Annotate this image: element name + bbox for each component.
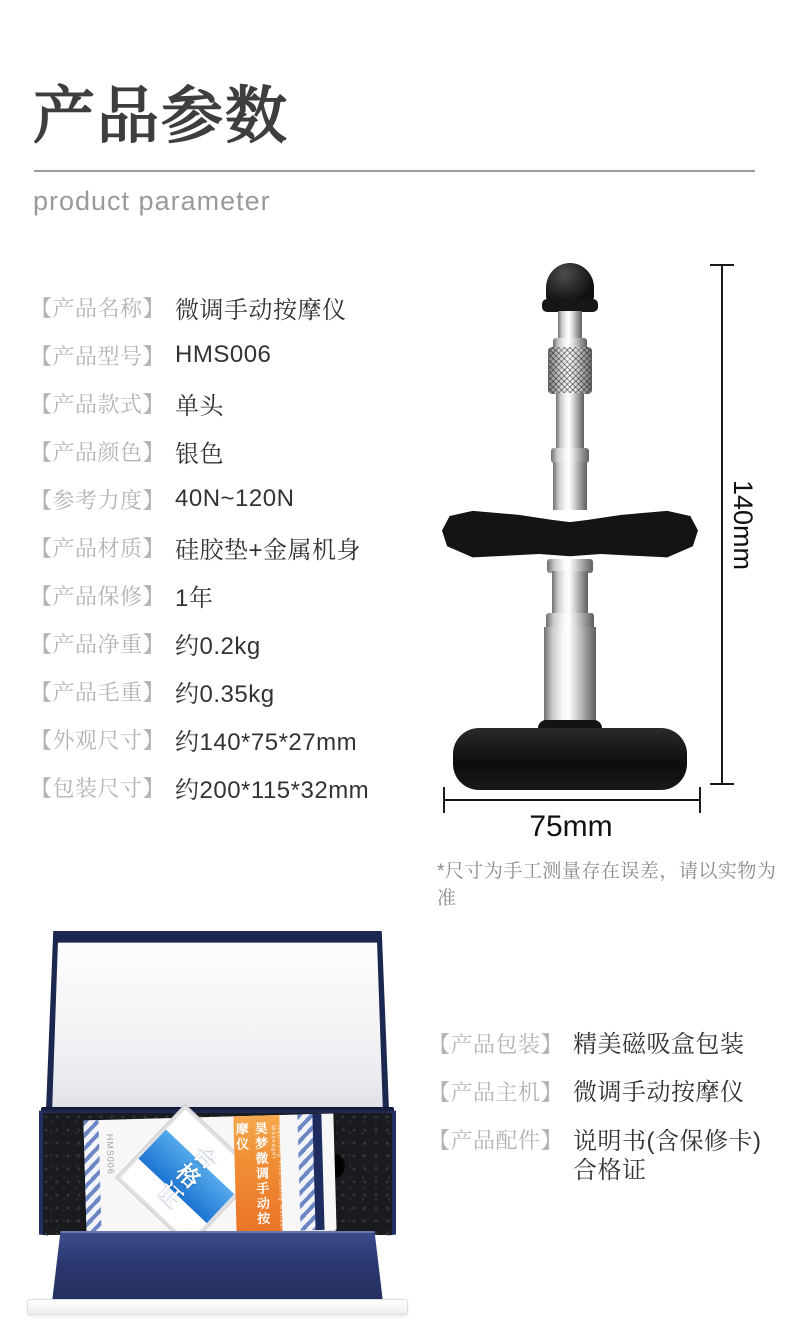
box-lid-inner	[37, 941, 398, 1109]
spec-label: 【参考力度】	[30, 487, 166, 513]
product-photo	[440, 258, 770, 848]
spec-value: 微调手动按摩仪	[175, 296, 347, 324]
height-dimension-line	[721, 265, 723, 785]
spec-row-color	[30, 427, 369, 475]
pkg-row-packaging	[428, 1021, 762, 1069]
massager-barrel-mid	[552, 571, 588, 617]
booklet-subtitle-text: Haomeng Fine-tuning Manual Massager	[269, 1124, 285, 1231]
spec-value: 精美磁吸盒包装	[573, 1031, 745, 1058]
spec-label: 【产品主机】	[428, 1080, 564, 1105]
massager-shaft-upper	[556, 393, 584, 451]
massager-handle-bar	[442, 507, 698, 563]
spec-label: 【产品包装】	[428, 1032, 564, 1057]
massager-knurled-knob	[548, 347, 592, 394]
spec-label: 【产品型号】	[30, 343, 166, 369]
title-divider	[34, 170, 755, 172]
spec-value: 硅胶垫+金属机身	[175, 536, 362, 564]
width-dimension-line	[443, 799, 701, 801]
massager-collar	[551, 448, 589, 463]
spec-row-product-size	[30, 715, 369, 763]
booklet-stripe-band-left	[83, 1120, 101, 1236]
spec-label: 【产品配件】	[428, 1128, 564, 1153]
spec-label: 【产品净重】	[30, 631, 166, 657]
spec-row-gross-weight	[30, 667, 369, 715]
manual-booklet	[83, 1114, 336, 1237]
measurement-disclaimer: *尺寸为手工测量存在误差，请以实物为准	[437, 861, 777, 909]
spec-label: 【产品名称】	[30, 295, 166, 321]
spec-value: 约140*75*27mm	[175, 728, 358, 756]
spec-row-package-size	[30, 763, 369, 811]
spec-label: 【产品保修】	[30, 583, 166, 609]
massager-barrel-upper	[553, 462, 587, 510]
page-title: 产品参数	[33, 82, 290, 151]
booklet-model-text: HMS006	[104, 1133, 116, 1175]
spec-label: 【产品颜色】	[30, 439, 166, 465]
spec-value: 约200*115*32mm	[175, 776, 370, 804]
spec-label: 【产品毛重】	[30, 679, 166, 705]
spec-value-line2: 合格证	[573, 1157, 647, 1184]
width-dimension-label: 75mm	[529, 810, 613, 843]
page-subtitle: product parameter	[33, 186, 271, 216]
booklet-navy-edge	[312, 1114, 324, 1230]
box-base-tray	[27, 1299, 408, 1315]
spec-row-warranty	[30, 571, 369, 619]
spec-row-name	[30, 283, 369, 331]
spec-value: 银色	[175, 440, 225, 468]
box-front-panel	[45, 1231, 390, 1303]
spec-label: 【包装尺寸】	[30, 775, 166, 801]
spec-row-model	[30, 331, 369, 379]
spec-label: 【外观尺寸】	[30, 727, 166, 753]
spec-label: 【产品款式】	[30, 391, 166, 417]
booklet-title-text: 昊梦微调手动按摩仪	[233, 1121, 271, 1227]
spec-value: 约0.35kg	[175, 680, 275, 708]
spec-list	[30, 283, 369, 811]
spec-value: 约0.2kg	[175, 632, 261, 660]
spec-row-net-weight	[30, 619, 369, 667]
height-dimension-cap-bottom	[710, 783, 734, 785]
booklet-orange-stripe	[233, 1115, 285, 1232]
spec-value: 1年	[175, 584, 214, 612]
massager-barrel-lower	[544, 627, 596, 734]
spec-label: 【产品材质】	[30, 535, 166, 561]
spec-row-material	[30, 523, 369, 571]
spec-value: HMS006	[175, 341, 272, 368]
packaging-box-photo	[25, 925, 410, 1320]
spec-value-multiline	[573, 1117, 761, 1188]
massager-base-pad	[453, 728, 687, 790]
pkg-row-main-unit	[428, 1069, 762, 1117]
height-dimension-label: 140mm	[728, 480, 758, 571]
spec-row-style	[30, 379, 369, 427]
pkg-row-accessories	[428, 1117, 762, 1188]
certificate-text: 合格证	[150, 1138, 223, 1213]
spec-row-force	[30, 475, 369, 523]
massager-rubber-tip	[546, 263, 594, 303]
spec-value-line1: 说明书(含保修卡)	[573, 1128, 762, 1155]
spec-value: 微调手动按摩仪	[573, 1079, 745, 1106]
package-info-list	[428, 1021, 762, 1188]
spec-value: 40N~120N	[175, 485, 295, 512]
spec-value: 单头	[175, 392, 225, 420]
